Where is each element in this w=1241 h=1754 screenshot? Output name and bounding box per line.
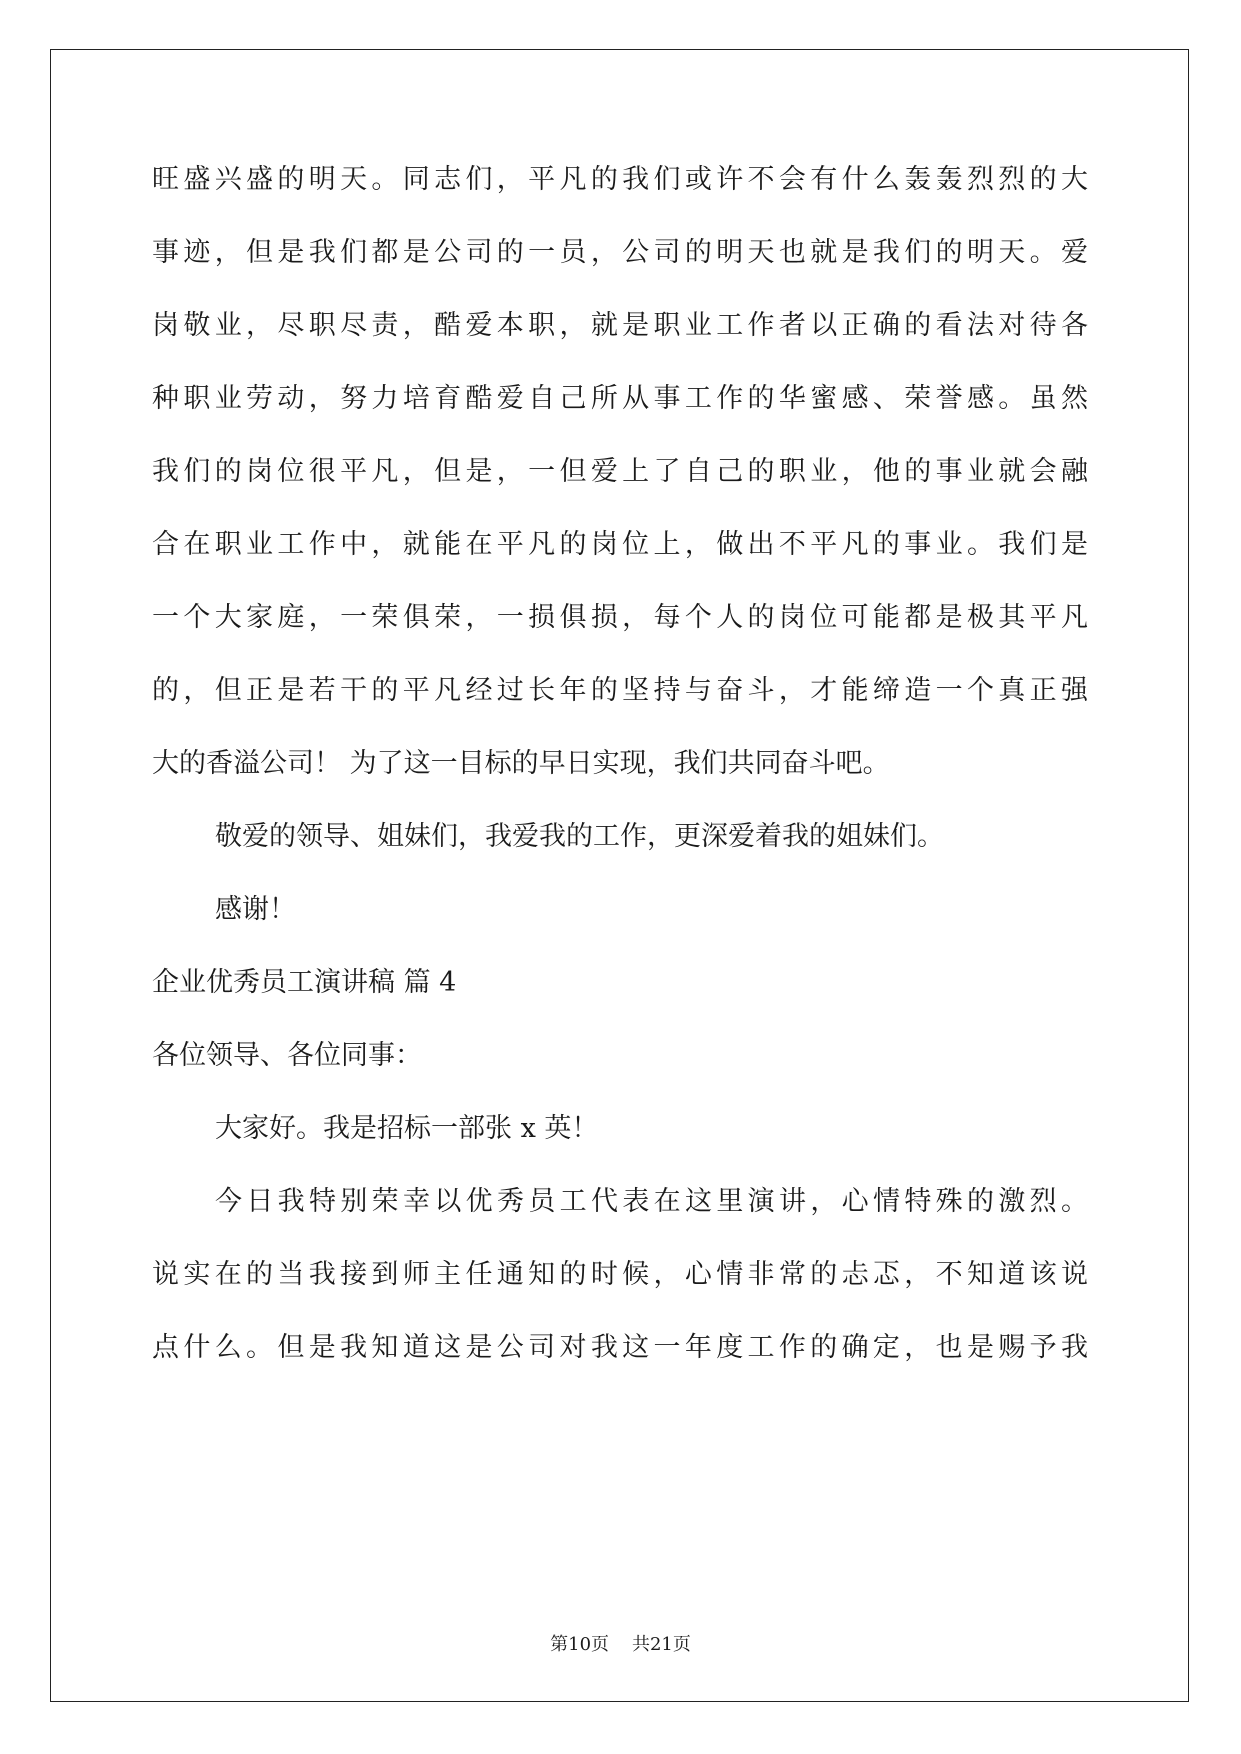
text-line-4: 种职业劳动，努力培育酷爱自己所从事工作的华蜜感、荣誉感。虽然 <box>152 383 1088 414</box>
text-line-8: 的，但正是若干的平凡经过长年的坚持与奋斗，才能缔造一个真正强 <box>152 675 1088 706</box>
text-line-7: 一个大家庭，一荣俱荣，一损俱损，每个人的岗位可能都是极其平凡 <box>152 602 1088 633</box>
page-number: 10 <box>568 1634 592 1655</box>
page-footer <box>0 1633 1241 1657</box>
text-line-10: 敬爱的领导、姐妹们，我爱我的工作，更深爱着我的姐妹们。 <box>215 821 944 852</box>
text-line-17: 点什么。但是我知道这是公司对我这一年度工作的确定，也是赐予我 <box>152 1332 1088 1363</box>
text-line-3: 岗敬业，尽职尽责，酷爱本职，就是职业工作者以正确的看法对待各 <box>152 310 1088 341</box>
total-label-prefix: 共 <box>631 1634 650 1655</box>
text-line-14: 大家好。我是招标一部张 x 英！ <box>215 1113 599 1144</box>
text-line-9: 大的香溢公司！ 为了这一目标的早日实现，我们共同奋斗吧。 <box>152 748 890 779</box>
text-line-2: 事迹，但是我们都是公司的一员，公司的明天也就是我们的明天。爱 <box>152 237 1088 268</box>
total-pages: 21 <box>649 1634 673 1655</box>
total-label-suffix: 页 <box>672 1634 691 1655</box>
text-line-16: 说实在的当我接到师主任通知的时候，心情非常的忐忑，不知道该说 <box>152 1259 1088 1290</box>
text-line-6: 合在职业工作中，就能在平凡的岗位上，做出不平凡的事业。我们是 <box>152 529 1088 560</box>
page-border <box>50 49 1189 1702</box>
text-line-1: 旺盛兴盛的明天。同志们，平凡的我们或许不会有什么轰轰烈烈的大 <box>152 164 1088 195</box>
text-line-15: 今日我特别荣幸以优秀员工代表在这里演讲，心情特殊的激烈。 <box>215 1186 1088 1217</box>
text-line-5: 我们的岗位很平凡，但是，一但爱上了自己的职业，他的事业就会融 <box>152 456 1088 487</box>
page-label-suffix: 页 <box>591 1634 610 1655</box>
text-line-11: 感谢！ <box>215 894 296 925</box>
section-heading: 企业优秀员工演讲稿 篇 4 <box>152 967 457 998</box>
page-label-prefix: 第 <box>550 1634 569 1655</box>
salutation: 各位领导、各位同事： <box>152 1040 422 1071</box>
